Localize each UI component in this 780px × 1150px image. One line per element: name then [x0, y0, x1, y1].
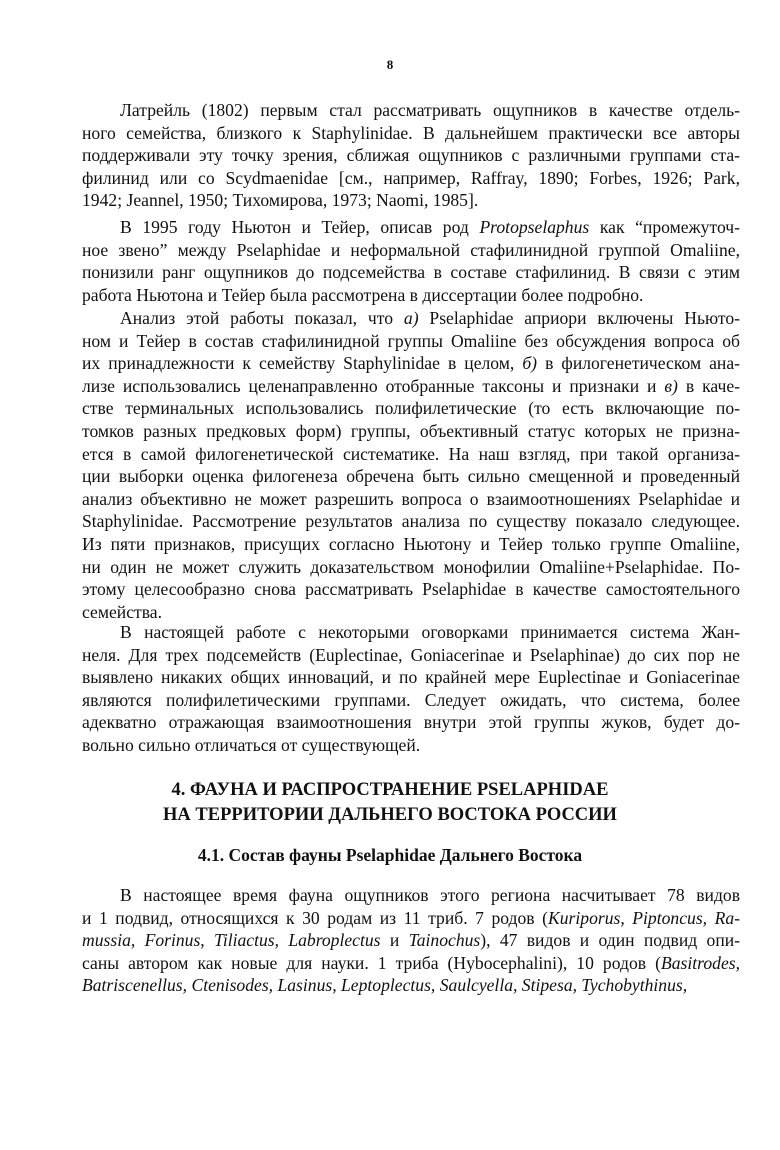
paragraph-newton-thayer	[82, 216, 740, 306]
text-line: анализ объективно не может разрешить вопроса о взаимоотношениях Pselaphidae и	[82, 488, 740, 509]
text-line: стве терминальных использовались полифилетические (то есть включающие по-	[82, 398, 740, 419]
text-line: являются полифилетическими группами. Следует ожидать, что система, более	[82, 689, 740, 710]
text-line: адекватно отражающая взаимоотношения внутри этой группы жуков, будет до-	[82, 712, 740, 733]
text-line: филинид или со Scydmaenidae [см., например, Raffray, 1890; Forbes, 1926; Park,	[82, 167, 740, 188]
text-line: Из пяти признаков, присущих согласно Ньютону и Тейер только группе Omaliine,	[82, 533, 740, 554]
text-line: семейства.	[82, 601, 162, 622]
paragraph-fauna-composition	[82, 884, 740, 997]
text-line: Staphylinidae. Рассмотрение результатов анализа по существу показало следующее.	[82, 511, 740, 532]
text-line: Анализ этой работы показал, что а) Pselaphidae априори включены Ньюто-	[120, 308, 740, 328]
text-line: неля. Для трех подсемейств (Euplectinae, Goniacerinae и Pselaphinae) до сих пор не	[82, 644, 740, 665]
paragraph-jeannel-system	[82, 621, 740, 757]
text-line: лизе использовались целенаправленно отобранные таксоны и признаки и в) в каче-	[82, 375, 740, 396]
text-line: их принадлежности к семейству Staphylinidae в целом, б) в филогенетическом ана-	[82, 353, 741, 374]
text-line: ное звено” между Pselaphidae и неформальной стафилинидной группой Omaliine,	[82, 239, 740, 260]
text-line: саны автором как новые для науки. 1 триба (Hybocephalini), 10 родов (Basitrodes,	[82, 952, 740, 973]
text-line: В 1995 году Ньютон и Тейер, описав род Protopselaphus как “промежуточ-	[120, 217, 740, 237]
text-line: 1942; Jeannel, 1950; Тихомирова, 1973; Naomi, 1985].	[82, 190, 479, 211]
text-line: ции выборки оценка филогенеза обречена быть сильно смещенной и проведенный	[82, 466, 740, 487]
text-line: ни один не может служить доказательством монофилии Omaliine+Pselaphidae. По-	[82, 556, 740, 577]
subsection-heading: 4.1. Состав фауны Pselaphidae Дальнего Востока	[197, 845, 583, 865]
paragraph-analysis	[82, 307, 740, 623]
text-line: выявлено никаких общих инноваций, и по крайней мере Euplectinae и Goniacerinae	[82, 667, 740, 688]
text-line: mussia, Forinus, Tiliactus, Labroplectus и Tainochus), 47 видов и один подвид опи-	[82, 930, 741, 951]
page-number: 8	[386, 57, 394, 72]
section-heading-line2: НА ТЕРРИТОРИИ ДАЛЬНЕГО ВОСТОКА РОССИИ	[163, 805, 617, 825]
text-line: ется в самой филогенетической систематике. На наш взгляд, при такой организа-	[82, 443, 740, 464]
text-line: ного семейства, близкого к Staphylinidae. В дальнейшем практически все авторы	[82, 122, 740, 143]
text-line: томков разных предковых форм) группы, объективный статус которых не призна-	[82, 420, 740, 441]
text-line: этому целесообразно снова рассматривать Pselaphidae в качестве самостоятельного	[82, 579, 740, 600]
section-heading	[0, 778, 780, 828]
text-line: Латрейль (1802) первым стал рассматривать ощупников в качестве отдель-	[120, 100, 740, 120]
text-line: поддерживали эту точку зрения, сближая ощупников с различными группами ста-	[82, 145, 740, 166]
text-line: В настоящее время фауна ощупников этого региона насчитывает 78 видов	[120, 885, 740, 905]
text-line: работа Ньютона и Тейер была рассмотрена в диссертации более подробно.	[82, 284, 644, 305]
section-heading-line1: 4. ФАУНА И РАСПРОСТРАНЕНИЕ PSELAPHIDAE	[171, 780, 609, 800]
text-line: В настоящей работе с некоторыми оговорками принимается система Жан-	[120, 622, 740, 642]
text-line: вольно сильно отличаться от существующей.	[82, 734, 421, 755]
text-line: понизили ранг ощупников до подсемейства в составе стафилинид. В связи с этим	[82, 262, 740, 283]
text-line: Batriscenellus, Ctenisodes, Lasinus, Leptoplectus, Saulcyella, Stipesa, Tychobythinus,	[82, 975, 688, 996]
text-line: ном и Тейер в состав стафилинидной группы Omaliine без обсуждения вопроса об	[82, 330, 740, 351]
paragraph-latreille	[82, 99, 740, 212]
text-line: и 1 подвид, относящихся к 30 родам из 11 триб. 7 родов (Kuriporus, Piptoncus, Ra-	[82, 907, 741, 928]
